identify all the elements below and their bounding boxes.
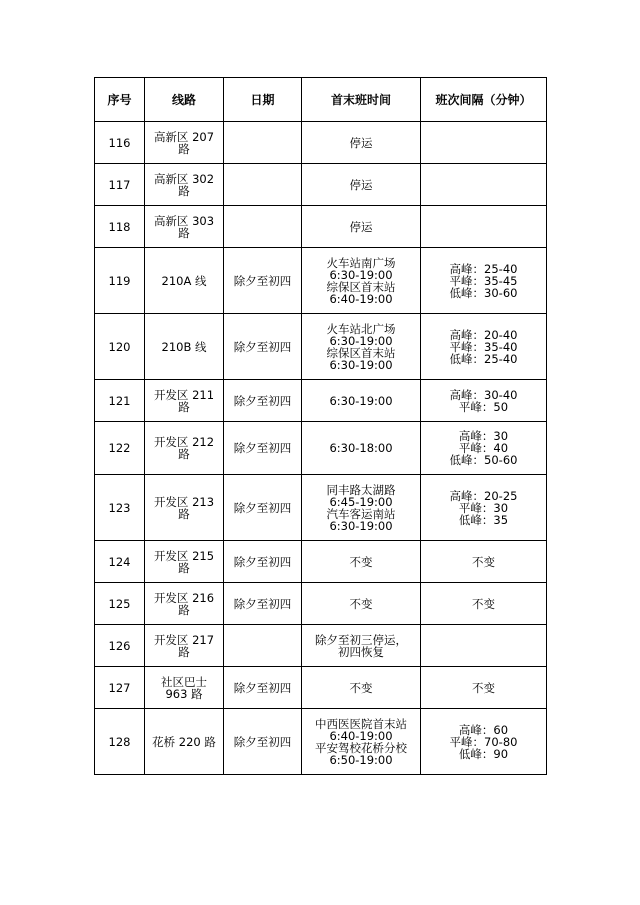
cell-line: 开发区 211 路 [145,380,224,422]
cell-interval: 不变 [421,667,547,709]
cell-interval: 高峰：30-40 平峰：50 [421,380,547,422]
cell-time: 除夕至初三停运， 初四恢复 [302,625,421,667]
table-row [95,206,547,248]
cell-line: 高新区 207 路 [145,122,224,164]
cell-time: 停运 [302,164,421,206]
cell-time: 不变 [302,667,421,709]
cell-no: 124 [95,541,145,583]
cell-line: 高新区 302 路 [145,164,224,206]
cell-time: 不变 [302,583,421,625]
cell-interval: 高峰：60 平峰：70-80 低峰：90 [421,709,547,775]
table-row [95,709,547,775]
cell-date [224,122,302,164]
cell-time: 6:30-19:00 [302,380,421,422]
cell-no: 116 [95,122,145,164]
cell-date: 除夕至初四 [224,248,302,314]
bus-schedule-table [94,77,547,775]
cell-interval [421,122,547,164]
cell-no: 118 [95,206,145,248]
cell-no: 119 [95,248,145,314]
cell-time: 停运 [302,122,421,164]
table-row [95,475,547,541]
cell-interval [421,206,547,248]
cell-no: 121 [95,380,145,422]
cell-time: 停运 [302,206,421,248]
table-row [95,164,547,206]
cell-interval: 高峰：25-40 平峰：35-45 低峰：30-60 [421,248,547,314]
table-row [95,380,547,422]
cell-no: 128 [95,709,145,775]
cell-time: 同丰路太湖路 6:45-19:00 汽车客运南站 6:30-19:00 [302,475,421,541]
cell-interval [421,625,547,667]
table-row [95,314,547,380]
table-row [95,422,547,475]
cell-interval: 高峰：20-25 平峰：30 低峰：35 [421,475,547,541]
cell-time: 火车站北广场 6:30-19:00 综保区首末站 6:30-19:00 [302,314,421,380]
cell-interval: 高峰：30 平峰：40 低峰：50-60 [421,422,547,475]
cell-date [224,206,302,248]
cell-interval [421,164,547,206]
header-row [95,78,547,122]
cell-time: 中西医医院首末站 6:40-19:00 平安驾校花桥分校 6:50-19:00 [302,709,421,775]
cell-time: 火车站南广场 6:30-19:00 综保区首末站 6:40-19:00 [302,248,421,314]
cell-date [224,164,302,206]
cell-no: 126 [95,625,145,667]
cell-line: 开发区 212 路 [145,422,224,475]
cell-no: 125 [95,583,145,625]
header-interval: 班次间隔（分钟） [421,78,547,122]
cell-no: 122 [95,422,145,475]
header-no: 序号 [95,78,145,122]
cell-date: 除夕至初四 [224,314,302,380]
cell-line: 开发区 215 路 [145,541,224,583]
cell-line: 开发区 213 路 [145,475,224,541]
cell-no: 123 [95,475,145,541]
table-row [95,541,547,583]
cell-date [224,625,302,667]
cell-line: 社区巴士 963 路 [145,667,224,709]
cell-line: 花桥 220 路 [145,709,224,775]
header-date: 日期 [224,78,302,122]
cell-date: 除夕至初四 [224,583,302,625]
cell-interval: 不变 [421,541,547,583]
table-row [95,625,547,667]
header-line: 线路 [145,78,224,122]
cell-date: 除夕至初四 [224,541,302,583]
cell-date: 除夕至初四 [224,667,302,709]
cell-line: 210B 线 [145,314,224,380]
cell-line: 210A 线 [145,248,224,314]
cell-interval: 高峰：20-40 平峰：35-40 低峰：25-40 [421,314,547,380]
cell-line: 高新区 303 路 [145,206,224,248]
header-time: 首末班时间 [302,78,421,122]
cell-line: 开发区 216 路 [145,583,224,625]
cell-interval: 不变 [421,583,547,625]
cell-date: 除夕至初四 [224,380,302,422]
table-row [95,248,547,314]
cell-line: 开发区 217 路 [145,625,224,667]
cell-no: 117 [95,164,145,206]
cell-time: 6:30-18:00 [302,422,421,475]
cell-no: 120 [95,314,145,380]
table-row [95,667,547,709]
table-row [95,583,547,625]
cell-no: 127 [95,667,145,709]
cell-time: 不变 [302,541,421,583]
cell-date: 除夕至初四 [224,475,302,541]
table-row [95,122,547,164]
cell-date: 除夕至初四 [224,709,302,775]
cell-date: 除夕至初四 [224,422,302,475]
